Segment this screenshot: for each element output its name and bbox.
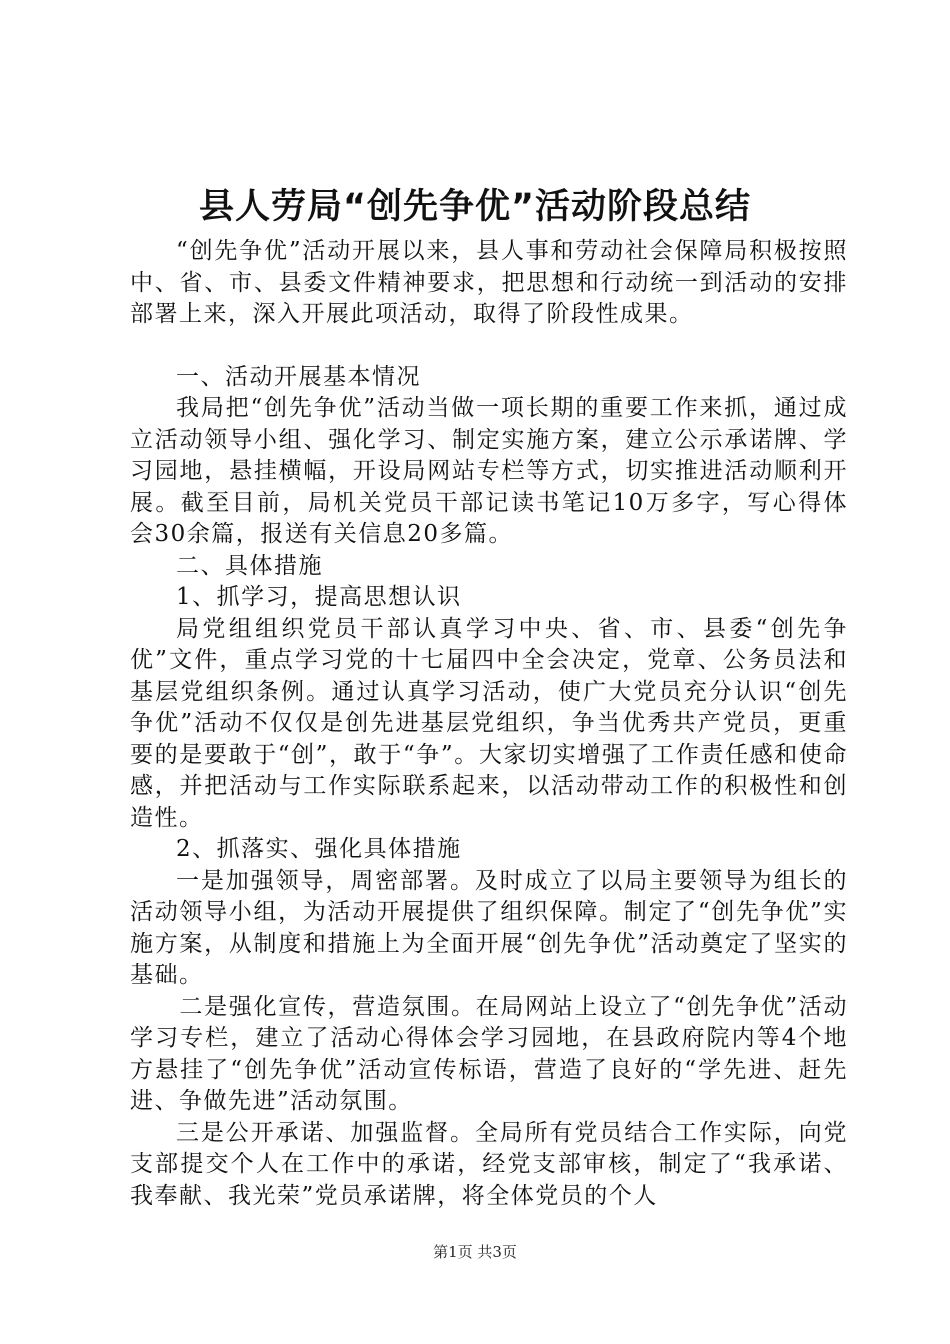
section-heading-2: 二、具体措施 bbox=[176, 552, 323, 579]
subsection-1-paragraph: 局党组组织党员干部认真学习中央、省、市、县委“创先争优”文件，重点学习党的十七届四中全会决定，党章、公务员法和基层党组织条例。通过认真学习活动，使广大党员充分认识“创先争优”活动不仅仅是创先进基层党组织，争当优秀共产党员，更重要的是要敢于“创”，敢于“争”。大家切实增强了工作责任感和使命感，并把活动与工作实际联系起来，以活动带动工作的积极性和创造性。 bbox=[130, 615, 848, 831]
intro-paragraph: “创先争优”活动开展以来，县人事和劳动社会保障局积极按照中、省、市、县委文件精神要求，把思想和行动统一到活动的安排部署上来，深入开展此项活动，取得了阶段性成果。 bbox=[130, 238, 848, 327]
document-title: 县人劳局“创先争优”活动阶段总结 bbox=[198, 187, 751, 227]
subsection-heading-1: 1、抓学习，提高思想认识 bbox=[176, 584, 462, 610]
page-number-footer: 第1页 共3页 bbox=[433, 1243, 517, 1261]
measure-1-paragraph: 一是加强领导，周密部署。及时成立了以局主要领导为组长的活动领导小组，为活动开展提供了组织保障。制定了“创先争优”实施方案，从制度和措施上为全面开展“创先争优”活动奠定了坚实的基础。 bbox=[130, 867, 848, 988]
document-body bbox=[130, 236, 848, 1212]
section-1-paragraph: 我局把“创先争优”活动当做一项长期的重要工作来抓，通过成立活动领导小组、强化学习、制定实施方案，建立公示承诺牌、学习园地，悬挂横幅，开设局网站专栏等方式，切实推进活动顺利开展。截至目前，局机关党员干部记读书笔记10万多字，写心得体会30余篇，报送有关信息20多篇。 bbox=[130, 395, 848, 547]
section-heading-1: 一、活动开展基本情况 bbox=[176, 363, 421, 390]
subsection-heading-2: 2、抓落实、强化具体措施 bbox=[176, 836, 462, 862]
measure-2-paragraph: 二是强化宣传，营造氛围。在局网站上设立了“创先争优”活动学习专栏，建立了活动心得体会学习园地，在县政府院内等4个地方悬挂了“创先争优”活动宣传标语，营造了良好的“学先进、赶先进、争做先进”活动氛围。 bbox=[130, 993, 848, 1114]
measure-3-paragraph: 三是公开承诺、加强监督。全局所有党员结合工作实际，向党支部提交个人在工作中的承诺，经党支部审核，制定了“我承诺、我奉献、我光荣”党员承诺牌，将全体党员的个人 bbox=[130, 1119, 848, 1209]
